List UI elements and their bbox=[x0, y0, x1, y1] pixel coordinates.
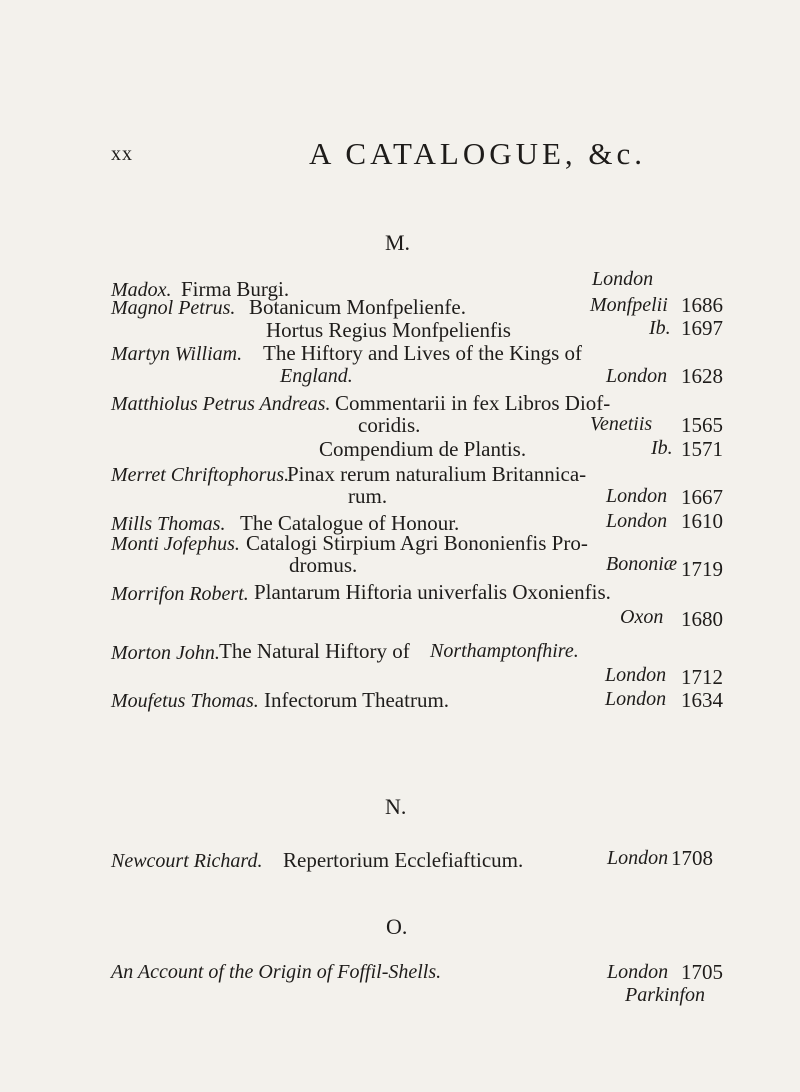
entry-place: London bbox=[606, 365, 668, 387]
page-number: xx bbox=[111, 143, 133, 165]
entry-year: 1680 bbox=[681, 607, 723, 631]
entry-year: 1712 bbox=[681, 665, 723, 689]
entry-title: Infectorum Theatrum. bbox=[264, 688, 450, 712]
entry-author: Martyn William. bbox=[111, 343, 243, 365]
section-heading-m: M. bbox=[385, 230, 411, 255]
entry-author: Madox. bbox=[111, 279, 172, 301]
entry-title-cont: dromus. bbox=[289, 553, 358, 577]
entry-author: Matthiolus Petrus Andreas. bbox=[111, 393, 331, 415]
entry-author: Magnol Petrus. bbox=[111, 297, 236, 319]
entry-title: Pinax rerum naturalium Britannica- bbox=[287, 462, 587, 486]
entry-title: An Account of the Origin of Foffil-Shells. bbox=[111, 961, 442, 983]
entry-place: Oxon bbox=[620, 606, 664, 628]
entry-author: Morrifon Robert. bbox=[111, 583, 249, 605]
entry-place: London bbox=[607, 847, 669, 869]
entry-place: Venetiis bbox=[590, 413, 653, 435]
entry-title-cont: England. bbox=[280, 365, 353, 387]
entry-year: 1667 bbox=[681, 485, 723, 509]
section-heading-n: N. bbox=[385, 794, 407, 819]
entry-year: 1571 bbox=[681, 437, 723, 461]
entry-author: Morton John. bbox=[111, 642, 220, 664]
entry-place: London bbox=[606, 510, 668, 532]
page-header: A CATALOGUE, &c. bbox=[309, 136, 647, 171]
entry-title: Repertorium Ecclefiafticum. bbox=[283, 848, 524, 872]
entry-year: 1705 bbox=[681, 960, 723, 984]
entry-title: Firma Burgi. bbox=[181, 277, 290, 301]
entry-place: Ib. bbox=[651, 437, 673, 459]
entry-year: 1610 bbox=[681, 509, 723, 533]
entry-author: Newcourt Richard. bbox=[111, 850, 263, 872]
entry-place: London bbox=[606, 485, 668, 507]
entry-title: Catalogi Stirpium Agri Bononienfis Pro- bbox=[246, 531, 588, 555]
entry-place: London bbox=[607, 961, 669, 983]
entry-title: Hortus Regius Monfpelienfis bbox=[266, 318, 511, 342]
entry-title-cont: rum. bbox=[348, 484, 388, 508]
entry-author: Monti Jofephus. bbox=[111, 533, 240, 555]
entry-title: Botanicum Monfpelienfe. bbox=[249, 295, 466, 319]
entry-year: 1719 bbox=[681, 557, 723, 581]
entry-place: Ib. bbox=[649, 317, 671, 339]
entry-title: The Catalogue of Honour. bbox=[240, 511, 460, 535]
entry-author: Mills Thomas. bbox=[111, 513, 226, 535]
entry-year: 1708 bbox=[671, 846, 713, 870]
entry-year: 1697 bbox=[681, 316, 723, 340]
entry-title: Commentarii in fex Libros Diof- bbox=[335, 391, 611, 415]
entry-place: Monfpelii bbox=[590, 294, 668, 316]
entry-publisher: Parkinfon bbox=[625, 984, 705, 1006]
entry-title: Compendium de Plantis. bbox=[319, 437, 527, 461]
entry-title: Plantarum Hiftoria univerfalis Oxonienfis. bbox=[254, 580, 611, 604]
entry-title: The Hiftory and Lives of the Kings of bbox=[263, 341, 583, 365]
entry-title-italic: Northamptonfhire. bbox=[430, 640, 579, 662]
entry-author: Moufetus Thomas. bbox=[111, 690, 259, 712]
entry-year: 1565 bbox=[681, 413, 723, 437]
entry-place: London bbox=[605, 688, 667, 710]
entry-place: London bbox=[605, 664, 667, 686]
entry-place: Bononiæ bbox=[606, 553, 678, 575]
entry-year: 1686 bbox=[681, 293, 723, 317]
entry-year: 1634 bbox=[681, 688, 723, 712]
entry-title-cont: coridis. bbox=[358, 413, 421, 437]
section-heading-o: O. bbox=[386, 914, 408, 939]
entry-title: The Natural Hiftory of bbox=[219, 639, 410, 663]
entry-author: Merret Chriftophorus. bbox=[111, 464, 290, 486]
entry-place: London bbox=[592, 268, 654, 290]
entry-year: 1628 bbox=[681, 364, 723, 388]
